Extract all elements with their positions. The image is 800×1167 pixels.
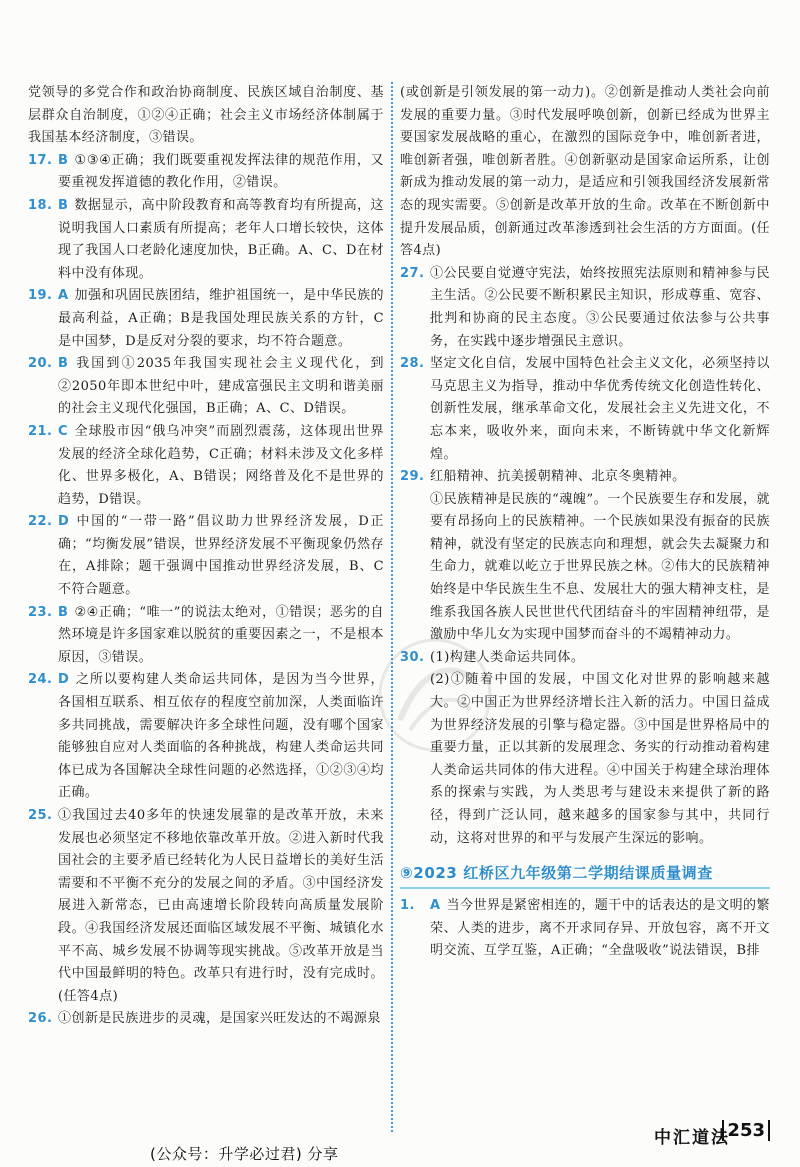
answer-item <box>28 150 384 195</box>
item-number: 21. <box>28 423 53 439</box>
item-number: 19. <box>28 288 53 304</box>
explanation-text: (2)①随着中国的发展，中国文化对世界的影响越来越大。②中国正为世界经济增长注入新的活力。中国日益成为世界经济发展的引擎与稳定器。③中国是世界格局中的重要力量，正以其新的发展理念、务实的行动推动着构建人类命运共同体的伟大进程。④中国关于构建全球治理体系的探索与实践，为人类思考与建设未来提供了新的路径，得到广泛认同，越来越多的国家参与其中，共同行动，这将对世界的和平与发展产生深远的影响。 <box>430 672 770 846</box>
answer-item <box>28 353 384 421</box>
column-divider <box>391 82 393 1132</box>
item-number: 17. <box>28 152 53 168</box>
item-number: 27. <box>400 265 425 281</box>
answer-item <box>28 421 384 511</box>
answer-item <box>28 1008 384 1031</box>
explanation-text: 当今世界是紧密相连的，题干中的话表达的是文明的繁荣、人类的进步，离不开求同存异、开放包容，离不开文明交流、互学互鉴，A正确；“全盘吸收”说法错误，B排 <box>430 898 770 959</box>
item-number: 18. <box>28 197 53 213</box>
answer-choice: B <box>58 197 69 213</box>
right-column <box>400 82 770 963</box>
answer-choice: A <box>430 898 441 914</box>
item-number: 22. <box>28 514 53 530</box>
explanation-text: 我国到①2035年我国实现社会主义现代化，到②2050年即本世纪中叶，建成富强民主文明和谐美丽的社会主义现代化强国，B正确；A、C、D错误。 <box>58 356 384 417</box>
answer-item <box>28 195 384 285</box>
watermark-logo <box>360 630 510 760</box>
answer-continuation <box>400 489 770 647</box>
answer-item <box>28 805 384 1008</box>
explanation-text: 坚定文化自信，发展中国特色社会主义文化，必须坚持以马克思主义为指导，推动中华优秀传统文化创造性转化、创新性发展，继承革命文化，发展社会主义先进文化，不忘本来，吸收外来，面向未来，不断铸就中华文化新辉煌。 <box>430 356 770 462</box>
explanation-text: ①公民要自觉遵守宪法，始终按照宪法原则和精神参与民主生活。②公民要不断积累民主知识，形成尊重、宽容、批判和协商的民主态度。③公民要通过依法参与公共事务，在实践中逐步增强民主意识。 <box>430 265 770 349</box>
section-title: ⑨2023 红桥区九年级第二学期结课质量调查 <box>400 862 770 889</box>
answer-item <box>28 602 384 670</box>
explanation-text: ①我国过去40多年的快速发展靠的是改革开放，未来发展也必须坚定不移地依靠改革开放。②进入新时代我国社会的主要矛盾已经转化为人民日益增长的美好生活需要和不平衡不充分的发展之间的矛盾。③中国经济发展进入新常态，已由高速增长阶段转向高质量发展阶段。④我国经济发展还面临区域发展不平衡、城镇化水平不高、城乡发展不协调等现实挑战。⑤改革开放是当代中国最鲜明的特色。改革只有进行时，没有完成时。(任答4点) <box>58 808 384 1004</box>
footer-brand: 中汇道法 <box>654 1128 730 1148</box>
answer-item <box>400 466 770 489</box>
answer-continuation <box>400 82 770 263</box>
item-number: 26. <box>28 1011 53 1027</box>
explanation-text: ①民族精神是民族的“魂魄”。一个民族要生存和发展，就要有昂扬向上的民族精神。一个民族如果没有振奋的民族精神，就没有坚定的民族志向和理想，就会失去凝聚力和生命力，就难以屹立于世界民族之林。②伟大的民族精神始终是中华民族生生不息、发展壮大的强大精神支柱，是维系我国各族人民世世代代团结奋斗的牢固精神纽带，是激励中华儿女为实现中国梦而奋斗的不竭精神动力。 <box>430 491 770 643</box>
answer-choice: D <box>58 514 70 530</box>
share-note: (公众号：升学必过君) 分享 <box>150 1145 339 1163</box>
item-number: 28. <box>400 356 425 372</box>
item-number: 23. <box>28 604 53 620</box>
page-number: 253 <box>722 1120 770 1141</box>
answer-item <box>400 895 770 963</box>
item-number: 1. <box>400 898 415 914</box>
item-number: 20. <box>28 356 53 372</box>
item-number: 29. <box>400 469 425 485</box>
item-number: 30. <box>400 649 425 665</box>
answer-choice: B <box>58 604 69 620</box>
answer-choice: D <box>58 672 70 688</box>
answer-item <box>28 285 384 353</box>
explanation-text: 红船精神、抗美援朝精神、北京冬奥精神。 <box>430 469 686 485</box>
left-column <box>28 82 384 1031</box>
explanation-text: ①③④正确；我们既要重视发挥法律的规范作用，又要重视发挥道德的教化作用，②错误。 <box>58 152 384 191</box>
explanation-text: 全球股市因“俄乌冲突”而剧烈震荡，这体现出世界发展的经济全球化趋势，C正确；材料未涉及文化多样化、世界多极化，A、B错误；网络普及化不是世界的趋势，D错误。 <box>58 423 384 507</box>
answer-item <box>400 353 770 466</box>
answer-choice: B <box>58 356 69 372</box>
explanation-text: 党领导的多党合作和政治协商制度、民族区域自治制度、基层群众自治制度，①②④正确；社会主义市场经济体制属于我国基本经济制度，③错误。 <box>28 85 384 146</box>
item-number: 25. <box>28 808 53 823</box>
answer-item <box>400 263 770 353</box>
explanation-text: 加强和巩固民族团结，维护祖国统一，是中华民族的最高利益，A正确；B是我国处理民族关系的方针，C是中国梦，D是反对分裂的要求，均不符合题意。 <box>58 288 384 349</box>
item-number: 24. <box>28 672 53 688</box>
explanation-text: (或创新是引领发展的第一动力)。②创新是推动人类社会向前发展的重要力量。③时代发展呼唤创新，创新已经成为世界主要国家发展战略的重心，在激烈的国际竞争中，唯创新者进，唯创新者强，唯创新者胜。④创新驱动是国家命运所系，让创新成为推动发展的第一动力，是适应和引领我国经济发展新常态的现实需要。⑤创新是改革开放的生命。改革在不断创新中提升发展品质，创新通过改革渗透到社会生活的方方面面。(任答4点) <box>400 85 770 259</box>
answer-choice: B <box>58 152 69 168</box>
answer-choice: C <box>58 423 68 439</box>
explanation-text: ②④正确；“唯一”的说法太绝对，①错误；恶劣的自然环境是许多国家难以脱贫的重要因素之一，不是根本原因，③错误。 <box>58 604 384 665</box>
explanation-text: 数据显示，高中阶段教育和高等教育均有所提高，这说明我国人口素质有所提高；老年人口增长较快，这体现了我国人口老龄化速度加快，B正确。A、C、D在材料中没有体现。 <box>58 197 384 281</box>
explanation-text: 中国的“一带一路”倡议助力世界经济发展，D正确；“均衡发展”错误，世界经济发展不平衡现象仍然存在，A排除；题干强调中国推动世界经济发展，B、C不符合题意。 <box>58 514 384 598</box>
answer-item <box>28 511 384 601</box>
explanation-text: (1)构建人类命运共同体。 <box>430 649 585 665</box>
explanation-text: 之所以要构建人类命运共同体，是因为当今世界，各国相互联系、相互依存的程度空前加深，人类面临许多共同挑战，需要解决许多全球性问题，没有哪个国家能够独自应对人类面临的各种挑战，构建人类命运共同体已成为各国解决全球性问题的必然选择，①②③④均正确。 <box>58 672 384 801</box>
answer-item <box>28 669 384 805</box>
answer-choice: A <box>58 288 69 304</box>
answer-continuation <box>28 82 384 150</box>
explanation-text: ①创新是民族进步的灵魂，是国家兴旺发达的不竭源泉 <box>58 1011 381 1027</box>
